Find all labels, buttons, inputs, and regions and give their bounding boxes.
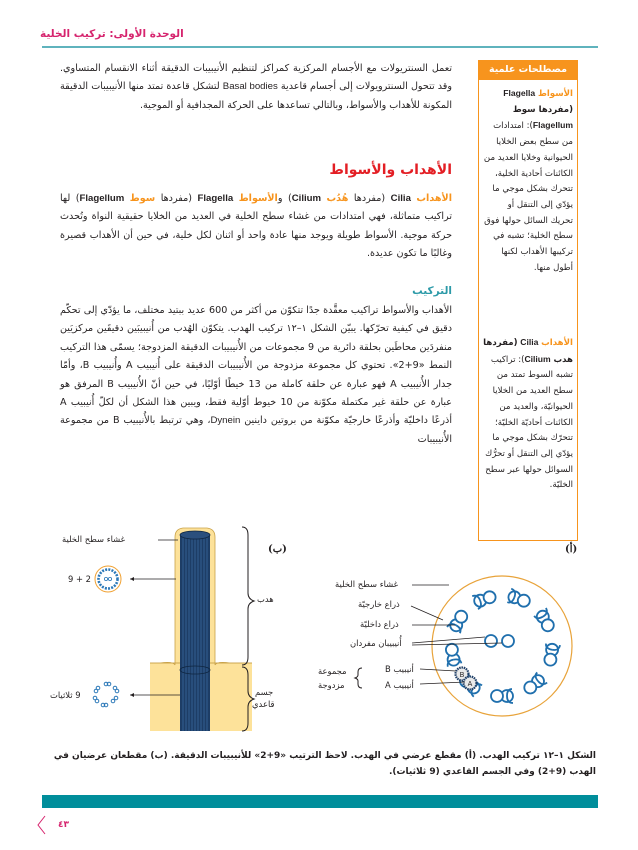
label-doublet-1: مجموعة — [318, 666, 347, 676]
cilium-figure — [0, 525, 638, 745]
intro-text-cont: لتشكل قاعدة تمتد منها الأنيبيبات الدقيقة المكونة للأهداب والأسواط، وبالتالي تساعدها على الحركة المجدافية أو الموجية. — [60, 81, 452, 111]
doublet-brace — [355, 668, 362, 688]
glossary-latin: Flagella — [503, 88, 536, 98]
glossary-singular: (مفردها هدب — [483, 338, 573, 365]
letter-a: A — [467, 681, 473, 688]
label-membrane-a: غشاء سطح الخلية — [335, 579, 399, 589]
doublet-tubule — [484, 591, 496, 603]
glossary-entry-flagella — [483, 86, 573, 276]
structure-text: الأهداب والأسواط تراكيب معقَّدة جدًا تتكوّن من أكثر من 600 عديد ببتيد مختلف، ما يؤدّي إلى تحكّم دقيق في كيفية تحرّكها. يبيّن الشكل ١–١٢ تركيب الهدب. يتكوّن الهُدب من أُنيبيبَين دقيقَين مركزيَين منفردَين محاطَين بحلقة دائرية من 9 مجموعات من الأُنيبيبات الدقيقة المزدوجة؛ يسمّى هذا التركيب النمط «9+2». تحتوي كل مجموعة مزدوجة من الأُنيبيبات الدقيقة على أُنيبيب A وأُنيبيب B، وأمّا جدار الأُنيبيب A فهو عبارة عن حلقة كاملة من 13 خيطًا أوّليًا، في حين أنّ الأُنيبيب B المرفق هو عبارة عن حلقة غير مكتملة مكوّنة من 10 خيوط أوّلية فقط، ويبين هذا الشكل أن لكلّ أُنيبيب A أذرعًا داخليّة وأذرعًا خارجيّة مكوّنة من بروتين داينين — [60, 305, 453, 427]
label-tubule-a: أنيبيب A — [385, 680, 414, 690]
doublet-tubule — [446, 644, 458, 656]
doublet-tubule — [455, 611, 467, 623]
letter-b: B — [459, 672, 465, 679]
page-number: ٤٣ — [58, 820, 69, 830]
label-doublet-2: مزدوجة — [318, 680, 345, 690]
label-central-pair: أُنيبيبان مفردان — [350, 638, 402, 648]
intro-text: تعمل السنتريولات مع الأجسام المركزية كمراكز لتنظيم الأنيبيبات الدقيقة أثناء الانقسام المتساوي. وقد تتحول السنترويولات إلى أجسام قاعدية — [60, 63, 452, 93]
latin-cilia: Cilia — [390, 193, 411, 204]
text-fragment: ) لها تراكيب متماثلة، فهي امتدادات من غشاء سطح الخلية في العديد من الخلايا حقيقية النواة وتُحدث حركة موجية. الأسواط طويلة ويوجد منها عادة واحد أو اثنان لكل خلية، في حين أن الأهداب قصيرة وغالبًا ما تكون عديدة. — [60, 193, 452, 260]
cilia-flagella-paragraph — [60, 190, 452, 264]
term-flagella: الأسواط — [238, 193, 278, 204]
header-divider — [42, 46, 598, 48]
doublet-tubule — [491, 690, 503, 702]
footer-bar — [42, 795, 598, 808]
structure-text-cont: ، وهي ترتبط بالأُنيبيب B من مجموعة الأُنيبيبات — [60, 415, 452, 445]
glossary-singular-latin: Flagellum — [532, 120, 573, 131]
glossary-term: الأسواط — [537, 89, 573, 99]
central-tubule — [485, 635, 497, 647]
sub-heading-structure: التركيب — [412, 285, 452, 297]
doublet-tubule — [518, 595, 530, 607]
label-basal-body-1: جسم — [255, 687, 274, 697]
basal-bodies-term: Basal bodies — [222, 81, 278, 93]
central-tubule — [502, 635, 514, 647]
term-cilium: هُدُب — [326, 193, 349, 204]
unit-title: الوحدة الأولى: تركيب الخلية — [40, 28, 184, 40]
structure-paragraph — [60, 302, 452, 449]
text-fragment: (مفردها — [348, 193, 391, 204]
glossary-singular: (مفردها سوط — [512, 104, 573, 115]
glossary-term: الأهداب — [541, 338, 573, 348]
glossary-entry-cilia — [483, 335, 573, 494]
chevron-left-icon[interactable] — [36, 814, 48, 836]
glossary-definition: ): امتدادات من سطح بعض الخلايا الحيوانية وخلايا العديد من الكائنات أحادية الخلية، تتحرك بشكل موجي ما يؤدّي إلى التنقل أو تحريك السائل حولها فوق سطح الخلية؛ تشبه في تركيبها الأهداب لكنها أطول منها. — [483, 121, 573, 273]
intro-paragraph — [60, 60, 452, 115]
doublet-tubule — [524, 682, 536, 694]
label-tubule-b: أنيبيب B — [385, 664, 414, 674]
label-basal-body-2: قاعدي — [252, 699, 275, 709]
cilium-longitudinal-diagram — [93, 527, 254, 731]
panel-a-tag: (أ) — [565, 544, 578, 555]
section-heading: الأهداب والأسواط — [329, 162, 452, 178]
glossary-latin: Cilia — [520, 337, 539, 347]
glossary-definition: ): تراكيب تشبه السوط تمتد من سطح العديد من الخلايا الحيوانيّة، والعديد من الكائنات أحاديّة الخليّة؛ تتحرّك بشكل موجي ما يؤدّي إلى التنقل أو تحرُّك السوائل حولها عبر سطح الخليّة. — [485, 354, 573, 491]
cross-section-triplets-icon — [93, 682, 119, 707]
glossary-box — [478, 60, 578, 541]
term-flagellum: سوط — [129, 193, 156, 204]
glossary-singular-latin: Cilium — [524, 353, 551, 364]
label-outer-arm: ذراع خارجيّة — [358, 599, 400, 609]
label-membrane-b: غشاء سطح الخلية — [62, 534, 126, 544]
dynein-term: Dynein — [210, 415, 241, 427]
label-cilium: هدب — [257, 594, 274, 604]
glossary-title: مصطلحات علمية — [478, 60, 578, 80]
label-inner-arm: ذراع داخليّة — [360, 619, 399, 629]
panel-b-tag: (ب) — [268, 544, 287, 555]
text-fragment: ) و — [277, 193, 292, 204]
cilium-brace — [242, 527, 254, 665]
latin-cilium: Cilium — [291, 193, 322, 204]
term-cilia: الأهداب — [416, 193, 452, 204]
figure-caption: الشكل ١–١٢ تركيب الهدب. (أ) مقطع عرضي في الهدب. لاحظ الترتيب «9+2» للأنيبيبات الدقيقة. (ب) مقطعان عرضيان في الهدب (9+2) وفي الجسم القاعدي (9 ثلاثيات). — [53, 751, 596, 777]
latin-flagellum: Flagellum — [79, 193, 125, 204]
doublet-tubule — [542, 619, 554, 631]
text-fragment: (مفردها — [155, 193, 198, 204]
label-9-plus-2: 9 + 2 — [68, 574, 91, 584]
label-triplets: 9 ثلاثيات — [50, 690, 81, 700]
latin-flagella: Flagella — [197, 193, 234, 204]
doublet-tubule — [544, 654, 556, 666]
